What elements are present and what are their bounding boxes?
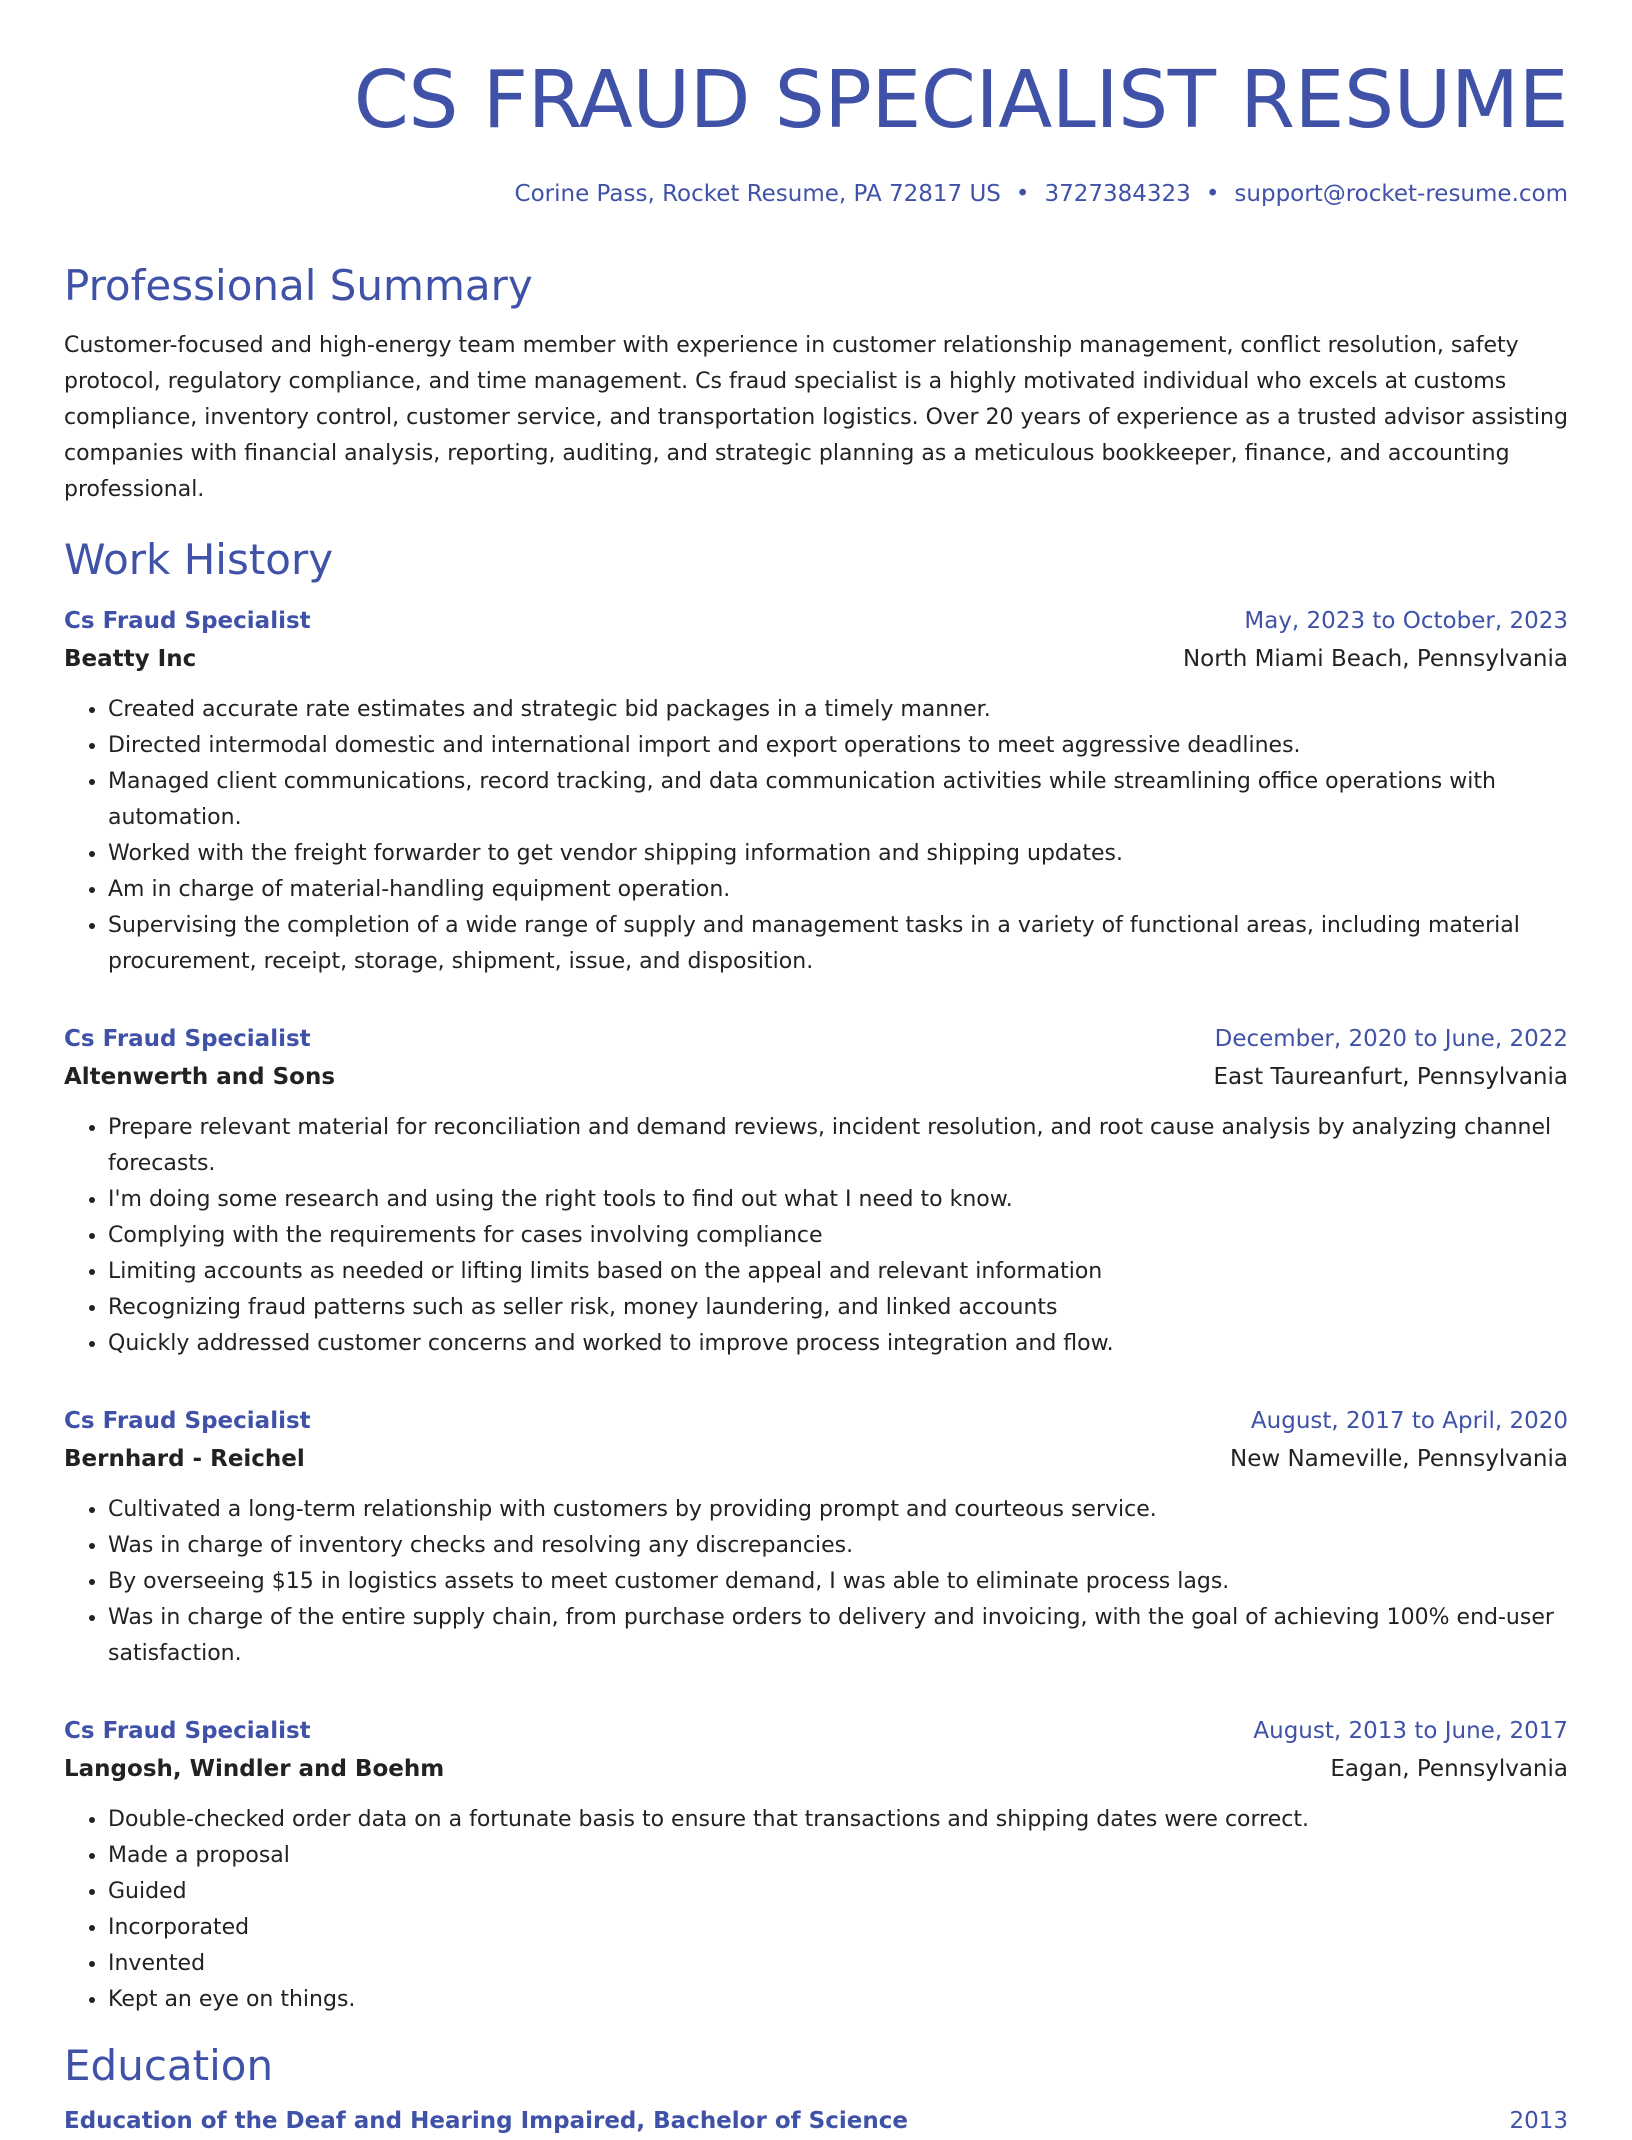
job-bullets <box>64 1492 1568 1672</box>
job-bullet: • Invented <box>108 1946 1568 1982</box>
contact-separator: • <box>1205 181 1220 207</box>
job-entry <box>64 602 1568 980</box>
job-bullet: • I'm doing some research and using the right tools to find out what I need to know. <box>108 1182 1568 1218</box>
education-heading: Education <box>64 2041 274 2090</box>
job-bullet: • Was in charge of inventory checks and resolving any discrepancies. <box>108 1528 1568 1564</box>
job-entry <box>64 1712 1568 2018</box>
job-entry <box>64 1020 1568 1362</box>
contact-line <box>64 178 1568 210</box>
job-dates: May, 2023 to October, 2023 <box>1244 608 1568 634</box>
job-bullet: • Managed client communications, record tracking, and data communication activities while streamlining office operations with automation. <box>108 764 1568 836</box>
job-title: Cs Fraud Specialist <box>64 1408 311 1434</box>
job-bullet: • Complying with the requirements for cases involving compliance <box>108 1218 1568 1254</box>
education-entry <box>64 2102 1568 2140</box>
job-bullet: • Made a proposal <box>108 1838 1568 1874</box>
job-bullet: • Guided <box>108 1874 1568 1910</box>
job-company: Beatty Inc <box>64 646 197 672</box>
job-location: Eagan, Pennsylvania <box>1330 1756 1568 1782</box>
job-dates: August, 2013 to June, 2017 <box>1253 1718 1568 1744</box>
education-list <box>64 2102 1568 2140</box>
work-history-list <box>64 602 1568 2018</box>
work-history-heading: Work History <box>64 535 334 584</box>
contact-separator: • <box>1015 181 1030 207</box>
job-dates: August, 2017 to April, 2020 <box>1250 1408 1568 1434</box>
job-location: East Taureanfurt, Pennsylvania <box>1213 1064 1568 1090</box>
contact-address: Corine Pass, Rocket Resume, PA 72817 US <box>514 181 1001 207</box>
job-bullet: • Limiting accounts as needed or lifting limits based on the appeal and relevant information <box>108 1254 1568 1290</box>
job-bullets <box>64 692 1568 980</box>
job-bullet: • Supervising the completion of a wide range of supply and management tasks in a variety of functional areas, including material procurement, receipt, storage, shipment, issue, and disposition. <box>108 908 1568 980</box>
job-bullet: • Incorporated <box>108 1910 1568 1946</box>
job-title: Cs Fraud Specialist <box>64 1718 311 1744</box>
education-degree: Education of the Deaf and Hearing Impaired, Bachelor of Science <box>64 2108 908 2134</box>
job-bullet: • Directed intermodal domestic and international import and export operations to meet aggressive deadlines. <box>108 728 1568 764</box>
summary-text: Customer-focused and high-energy team member with experience in customer relationship management, conflict resolution, safety protocol, regulatory compliance, and time management. Cs fraud specialist is a highly motivated individual who excels at customs compliance, inventory control, customer service, and transportation logistics. Over 20 years of experience as a trusted advisor assisting companies with financial analysis, reporting, auditing, and strategic planning as a meticulous bookkeeper, finance, and accounting professional. <box>64 333 1568 502</box>
job-bullet: • Was in charge of the entire supply chain, from purchase orders to delivery and invoicing, with the goal of achieving 100% end-user satisfaction. <box>108 1600 1568 1672</box>
job-bullet: • Cultivated a long-term relationship with customers by providing prompt and courteous service. <box>108 1492 1568 1528</box>
job-title: Cs Fraud Specialist <box>64 608 311 634</box>
job-company-row <box>64 1750 1568 1788</box>
summary-heading: Professional Summary <box>64 261 533 310</box>
job-location: New Nameville, Pennsylvania <box>1230 1446 1568 1472</box>
job-bullet: • Recognizing fraud patterns such as seller risk, money laundering, and linked accounts <box>108 1290 1568 1326</box>
job-company: Langosh, Windler and Boehm <box>64 1756 445 1782</box>
job-bullet: • Worked with the freight forwarder to get vendor shipping information and shipping updates. <box>108 836 1568 872</box>
job-title-row <box>64 1402 1568 1440</box>
job-company: Altenwerth and Sons <box>64 1064 336 1090</box>
job-title-row <box>64 1020 1568 1058</box>
job-bullet: • Prepare relevant material for reconciliation and demand reviews, incident resolution, and root cause analysis by analyzing channel forecasts. <box>108 1110 1568 1182</box>
job-company-row <box>64 1058 1568 1096</box>
job-bullets <box>64 1110 1568 1362</box>
job-bullet: • Kept an eye on things. <box>108 1982 1568 2018</box>
job-dates: December, 2020 to June, 2022 <box>1214 1026 1568 1052</box>
job-bullet: • Created accurate rate estimates and strategic bid packages in a timely manner. <box>108 692 1568 728</box>
job-company-row <box>64 1440 1568 1478</box>
job-bullets <box>64 1802 1568 2018</box>
job-company-row <box>64 640 1568 678</box>
job-bullet: • By overseeing $15 in logistics assets to meet customer demand, I was able to eliminate process lags. <box>108 1564 1568 1600</box>
contact-email[interactable]: support@rocket-resume.com <box>1234 181 1568 207</box>
job-title-row <box>64 1712 1568 1750</box>
job-bullet: • Am in charge of material-handling equipment operation. <box>108 872 1568 908</box>
job-location: North Miami Beach, Pennsylvania <box>1182 646 1568 672</box>
job-bullet: • Quickly addressed customer concerns and worked to improve process integration and flow. <box>108 1326 1568 1362</box>
job-entry <box>64 1402 1568 1672</box>
contact-phone[interactable]: 3727384323 <box>1044 181 1191 207</box>
job-company: Bernhard - Reichel <box>64 1446 305 1472</box>
resume-title: CS FRAUD SPECIALIST RESUME <box>353 54 1568 146</box>
job-bullet: • Double-checked order data on a fortunate basis to ensure that transactions and shipping dates were correct. <box>108 1802 1568 1838</box>
job-title-row <box>64 602 1568 640</box>
job-title: Cs Fraud Specialist <box>64 1026 311 1052</box>
education-year: 2013 <box>1509 2108 1568 2134</box>
